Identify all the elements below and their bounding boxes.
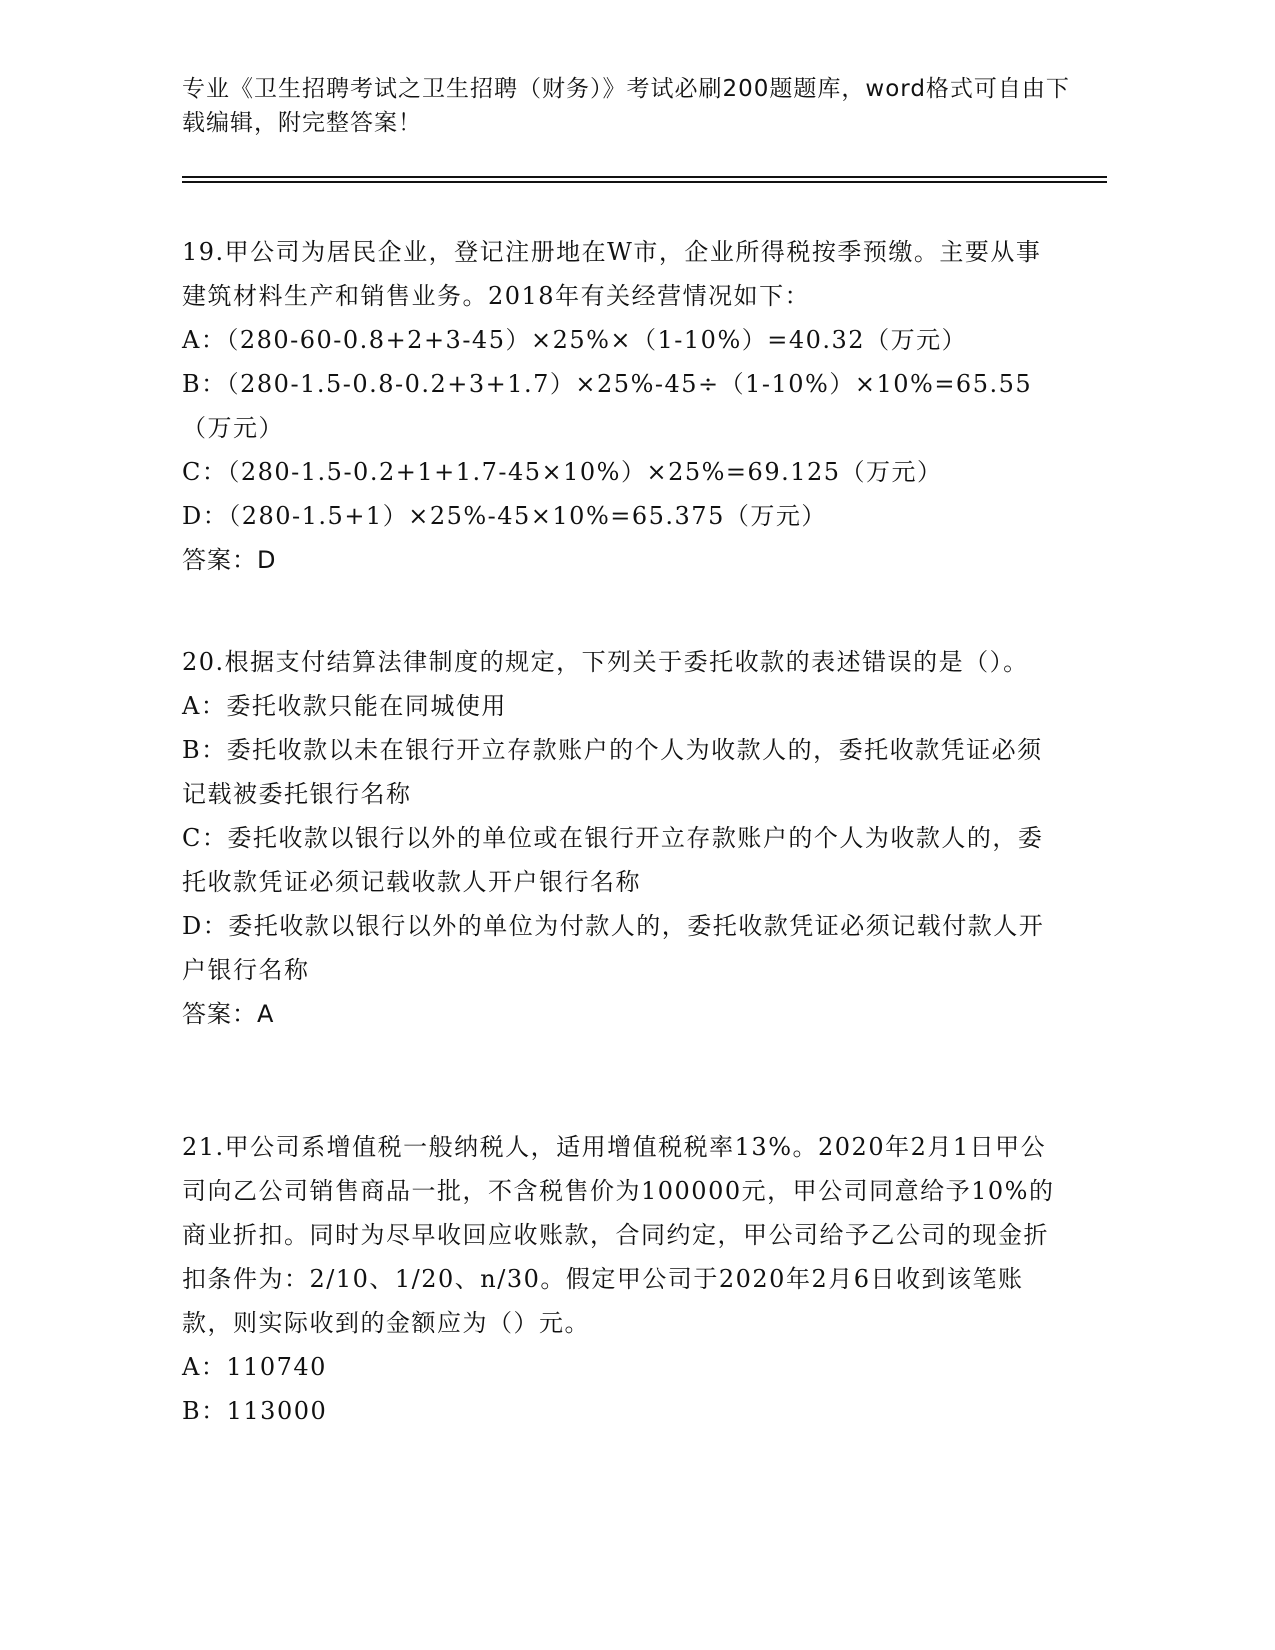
option-c: C：委托收款以银行以外的单位或在银行开立存款账户的个人为收款人的，委托收款凭证必须记载收款人开户银行名称 xyxy=(182,824,1044,896)
option-b: B：（280-1.5-0.8-0.2+3+1.7）×25%-45÷（1-10%）×10%=65.55（万元） xyxy=(182,370,1033,442)
question-stem: 19.甲公司为居民企业，登记注册地在W市，企业所得税按季预缴。主要从事建筑材料生产和销售业务。2018年有关经营情况如下： xyxy=(182,238,1042,310)
option-b: B：委托收款以未在银行开立存款账户的个人为收款人的，委托收款凭证必须记载被委托银行名称 xyxy=(182,736,1043,808)
header-divider-bottom xyxy=(182,181,1107,183)
option-b: B：113000 xyxy=(182,1397,328,1425)
option-d: D：委托收款以银行以外的单位为付款人的，委托收款凭证必须记载付款人开户银行名称 xyxy=(182,912,1045,984)
answer: 答案：A xyxy=(182,1000,275,1028)
header-divider-top xyxy=(182,176,1107,178)
option-a: A：委托收款只能在同城使用 xyxy=(182,692,507,720)
question-20 xyxy=(182,640,1062,1036)
answer: 答案：D xyxy=(182,546,277,574)
document-header: 专业《卫生招聘考试之卫生招聘（财务）》考试必刷200题题库，word格式可自由下载编辑，附完整答案！ xyxy=(182,76,1070,136)
question-stem: 20.根据支付结算法律制度的规定，下列关于委托收款的表述错误的是（）。 xyxy=(182,648,1029,676)
option-a: A：110740 xyxy=(182,1353,327,1381)
option-a: A：（280-60-0.8+2+3-45）×25%×（1-10%）=40.32（万元） xyxy=(182,326,968,354)
option-d: D：（280-1.5+1）×25%-45×10%=65.375（万元） xyxy=(182,502,827,530)
question-stem: 21.甲公司系增值税一般纳税人，适用增值税税率13%。2020年2月1日甲公司向乙公司销售商品一批，不含税售价为100000元，甲公司同意给予10%的商业折扣。同时为尽早收回应收账款，合同约定，甲公司给予乙公司的现金折扣条件为：2/10、1/20、n/30。假定甲公司于2020年2月6日收到该笔账款，则实际收到的金额应为（）元。 xyxy=(182,1133,1055,1337)
question-19 xyxy=(182,230,1062,582)
option-c: C：（280-1.5-0.2+1+1.7-45×10%）×25%=69.125（万元） xyxy=(182,458,943,486)
question-21 xyxy=(182,1125,1062,1433)
